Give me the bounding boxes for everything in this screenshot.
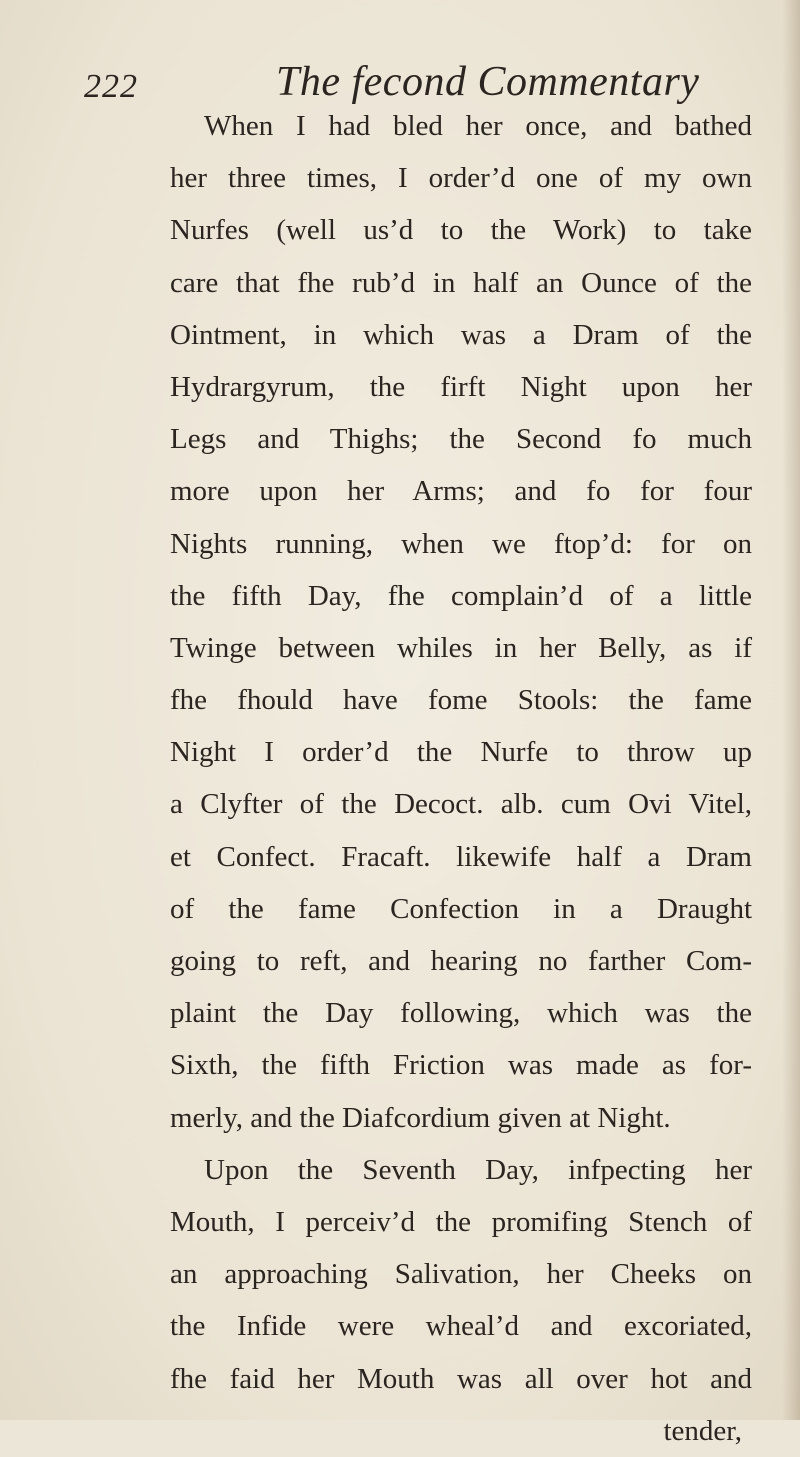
text-line: Nights running, when we ftop’d: for on (170, 527, 752, 560)
text-line: Twinge between whiles in her Belly, as if (170, 631, 752, 664)
text-line: Upon the Seventh Day, infpecting her (204, 1153, 752, 1186)
text-line: Mouth, I perceiv’d the promifing Stench of (170, 1205, 752, 1238)
running-title: The fecond Commentary (276, 59, 700, 105)
text-line: of the fame Confection in a Draught (170, 892, 752, 925)
text-line: the fifth Day, fhe complain’d of a little (170, 579, 752, 612)
text-line: her three times, I order’d one of my own (170, 162, 752, 195)
text-line: plaint the Day following, which was the (170, 997, 752, 1030)
catchword: tender, (663, 1414, 742, 1447)
text-line: When I had bled her once, and bathed (204, 110, 752, 142)
text-line: more upon her Arms; and fo for four (170, 475, 752, 508)
text-line: fhe fhould have fome Stools: the fame (170, 684, 752, 717)
text-line: fhe faid her Mouth was all over hot and (170, 1362, 752, 1395)
text-line: Sixth, the fifth Friction was made as for- (170, 1049, 752, 1082)
text-line: care that fhe rub’d in half an Ounce of the (170, 266, 752, 299)
text-line: an approaching Salivation, her Cheeks on (170, 1258, 752, 1291)
text-line: Ointment, in which was a Dram of the (170, 318, 752, 351)
page-number: 222 (84, 68, 138, 105)
text-line: Nurfes (well us’d to the Work) to take (170, 214, 752, 247)
text-line: Hydrargyrum, the firft Night upon her (170, 370, 752, 403)
text-line: merly, and the Diafcordium given at Night. (170, 1101, 671, 1134)
text-line: et Confect. Fracaft. likewife half a Dram (170, 840, 752, 873)
text-line: Legs and Thighs; the Second fo much (170, 423, 752, 456)
body-text (170, 100, 752, 1457)
page-edge-shadow (782, 0, 800, 1420)
text-line: Night I order’d the Nurfe to throw up (170, 736, 752, 769)
text-line: a Clyfter of the Decoct. alb. cum Ovi Vitel, (170, 788, 752, 821)
text-line: going to reft, and hearing no farther Com- (170, 945, 752, 977)
text-line: the Infide were wheal’d and excoriated, (170, 1310, 752, 1343)
